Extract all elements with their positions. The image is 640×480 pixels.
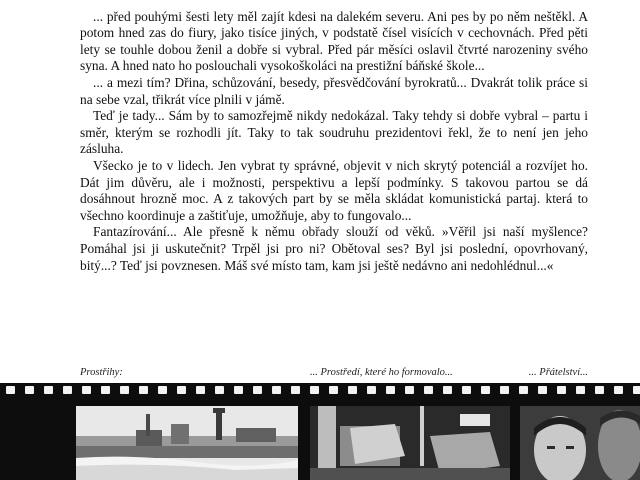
caption-environment: ... Prostředí, které ho formovalo... xyxy=(310,367,453,378)
film-perforation xyxy=(633,386,640,394)
film-perforation xyxy=(348,386,357,394)
film-perforation xyxy=(44,386,53,394)
film-perforation xyxy=(215,386,224,394)
film-perforation xyxy=(462,386,471,394)
film-perforation xyxy=(196,386,205,394)
film-perforation xyxy=(424,386,433,394)
film-perforation xyxy=(120,386,129,394)
film-perforation xyxy=(291,386,300,394)
film-perforation xyxy=(538,386,547,394)
film-perforation xyxy=(519,386,528,394)
film-perforation xyxy=(329,386,338,394)
film-perforation xyxy=(177,386,186,394)
film-perforation xyxy=(139,386,148,394)
paragraph: ... před pouhými šesti lety měl zajít kdesi na dalekém severu. Ani pes by po něm neštěkl. A potom hned zas do fiury, jako tisíce jiných, v podstatě čísel visících v cechovnách. Před pěti lety se touhle dobou ženil a dobře si vybral. Před pár měsíci oslavil čtvrté narozeniny svého syna. A hned nato ho poslouchali vysokoškoláci na prestižní báňské škole... xyxy=(80,8,588,74)
film-perforation xyxy=(443,386,452,394)
paragraph: Všecko je to v lidech. Jen vybrat ty správné, objevit v nich skrytý potenciál a rozvíjet ho. Dát jim důvěru, ale i možnosti, perspektivu a lepší podmínky. S takovou partou se dá dosáhnout hrozně moc. A z takových part by se měla skládat komunistická partaj. která to všechno koordinuje a zaštiťuje, umožňuje, aby to fungovalo... xyxy=(80,157,588,223)
film-perforation xyxy=(500,386,509,394)
film-perforation xyxy=(63,386,72,394)
film-perforation xyxy=(158,386,167,394)
photo-industrial-landscape xyxy=(76,406,298,480)
paragraph: Fantazírování... Ale přesně k němu obřady slouží od věků. »Věřil jsi naší myšlence? Pomáhal jsi ji uskutečnit? Trpěl jsi pro ni? Obětoval ses? Byl jsi poslední, opovrhovaný, bitý...? Teď jsi povznesen. Máš své místo tam, kam jsi ještě nedávno ani nedohlédnul...« xyxy=(80,224,588,273)
industrial-photo xyxy=(76,406,298,480)
film-perforation xyxy=(386,386,395,394)
paragraph: ... a mezi tím? Dřina, schůzování, besedy, přesvědčování byrokratů... Dvakrát tolik práce si na sebe vzal, třikrát více plnili v jámě. xyxy=(80,74,588,107)
paragraph: Teď je tady... Sám by to samozřejmě nikdy nedokázal. Taky tehdy si dobře vybral – partu i směr, kterým se rozhodli jít. Taky to tak soudruhu prezidentovi řekl, že to není jen jeho zásluha. xyxy=(80,108,588,157)
film-perforation xyxy=(272,386,281,394)
mining-photo xyxy=(310,406,510,480)
film-perforation xyxy=(557,386,566,394)
film-strip xyxy=(0,383,640,480)
film-perforation xyxy=(481,386,490,394)
film-perforation xyxy=(101,386,110,394)
film-perforation xyxy=(253,386,262,394)
photo-miners-portrait xyxy=(520,406,640,480)
film-perforation xyxy=(25,386,34,394)
film-perforation xyxy=(310,386,319,394)
film-perforation xyxy=(576,386,585,394)
film-perforation xyxy=(234,386,243,394)
article-text xyxy=(80,0,588,274)
film-perforation xyxy=(595,386,604,394)
portrait-photo xyxy=(520,406,640,480)
film-perforation xyxy=(82,386,91,394)
caption-friendship: ... Přátelství... xyxy=(528,367,588,378)
film-perforation xyxy=(6,386,15,394)
caption-clips: Prostřihy: xyxy=(80,367,123,378)
film-perforation xyxy=(405,386,414,394)
film-perforation xyxy=(614,386,623,394)
film-captions xyxy=(80,367,588,381)
film-perforation xyxy=(367,386,376,394)
photo-mining-site xyxy=(310,406,510,480)
film-perforations xyxy=(0,386,640,396)
